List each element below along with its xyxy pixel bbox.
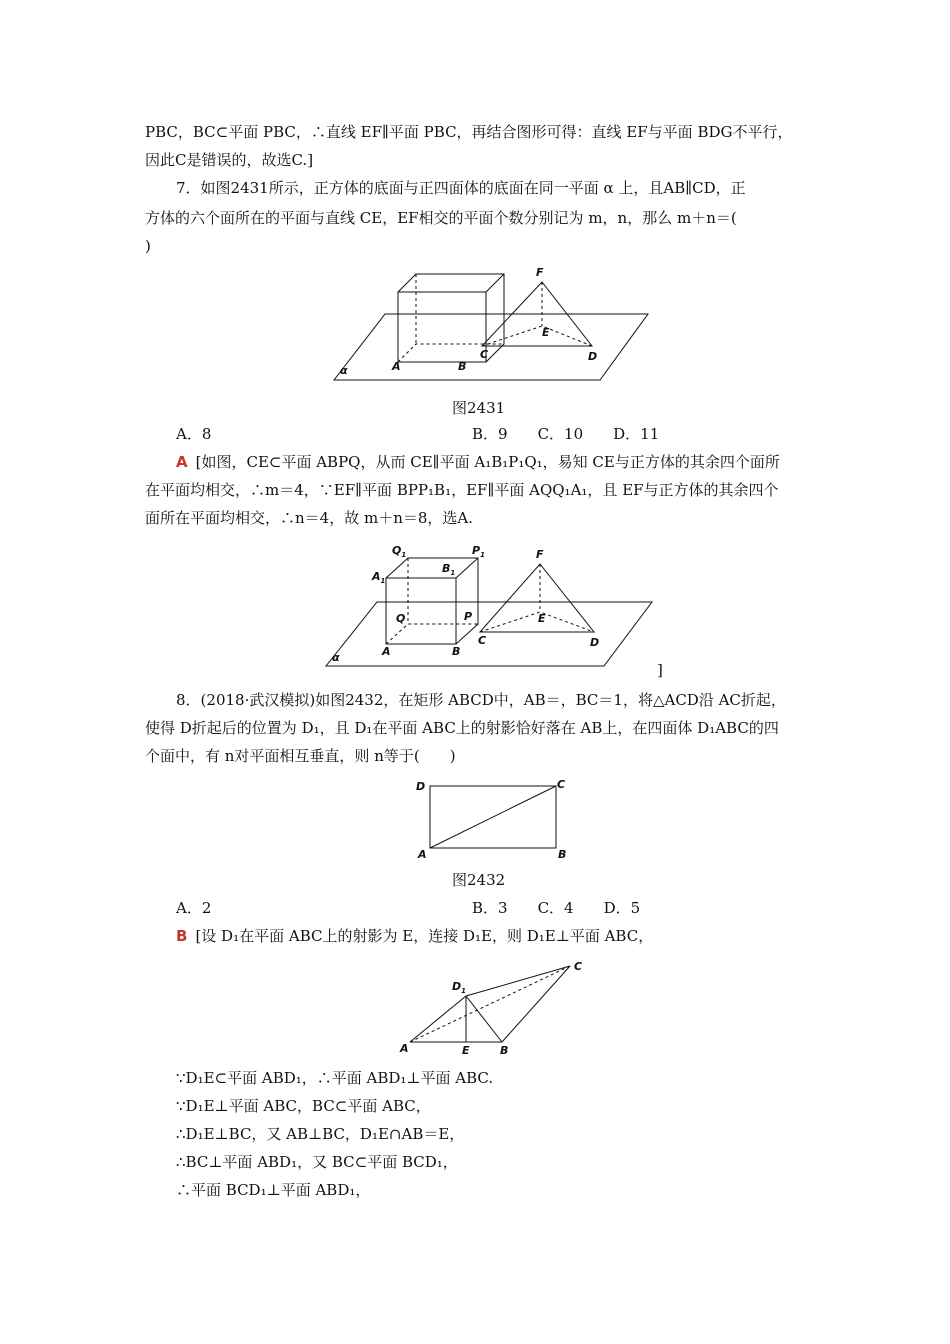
solution-step: ∴平面 BCD₁⊥平面 ABD₁，: [176, 1181, 371, 1199]
solution-step: ∴BC⊥平面 ABD₁，又 BC⊂平面 BCD₁，: [176, 1153, 458, 1171]
answer-text: [如图，CE⊂平面 ABPQ，从而 CE∥平面 A₁B₁P₁Q₁，易知 CE与正方体的其余四个面所: [195, 453, 780, 471]
figure-caption: 图2432: [452, 871, 506, 889]
text-line: 因此C是错误的，故选C.]: [145, 151, 314, 169]
question-7-text: 方体的六个面所在的平面与直线 CE，EF相交的平面个数分别记为 m，n，那么 m＋n＝(: [145, 209, 737, 227]
label-b: B: [452, 645, 461, 658]
options-bcd: B．3 C．4 D．5: [472, 899, 641, 917]
option-a: A．8: [176, 425, 212, 443]
label-q1: $Q_1$: [392, 544, 407, 559]
question-7-text: ): [145, 237, 151, 255]
label-e: E: [538, 612, 546, 625]
answer-text: [设 D₁在平面 ABC上的射影为 E，连接 D₁E，则 D₁E⊥平面 ABC，: [195, 927, 654, 945]
options-bcd: B．9 C．10 D．11: [472, 425, 660, 443]
question-8-text: 使得 D折起后的位置为 D₁，且 D₁在平面 ABC上的射影恰好落在 AB上，在四面体 D₁ABC的四: [145, 719, 779, 737]
solution-step: ∵D₁E⊥平面 ABC，BC⊂平面 ABC，: [176, 1097, 431, 1115]
figure-tetrahedron: [396, 956, 592, 1060]
figure-2431: [330, 262, 660, 382]
label-p: P: [464, 610, 473, 623]
label-b: B: [500, 1044, 509, 1057]
label-d: D: [588, 350, 598, 363]
answer-7-text: 面所在平面均相交，∴n＝4，故 m＋n＝8，选A.: [145, 509, 474, 527]
label-d: D: [590, 636, 600, 649]
label-b1: $B_1$: [442, 562, 456, 577]
label-alpha: α: [340, 364, 348, 377]
label-f: F: [536, 266, 544, 279]
answer-tag: B: [176, 927, 188, 945]
text-line: PBC，BC⊂平面 PBC，∴直线 EF∥平面 PBC，再结合图形可得：直线 EF与平面 BDG不平行，: [145, 123, 793, 141]
question-8-text: 个面中，有 n对平面相互垂直，则 n等于( ): [145, 747, 456, 765]
label-d: D: [416, 780, 426, 793]
label-e: E: [542, 326, 550, 339]
answer-7-text: 在平面均相交，∴m＝4，∵EF∥平面 BPP₁B₁，EF∥平面 AQQ₁A₁，且 EF与正方体的其余四个: [145, 481, 779, 499]
question-7-text: 7．如图2431所示，正方体的底面与正四面体的底面在同一平面 α 上，且AB∥CD，正: [176, 179, 746, 197]
label-p1: $P_1$: [472, 544, 485, 559]
solution-step: ∴D₁E⊥BC，又 AB⊥BC，D₁E∩AB＝E，: [176, 1125, 465, 1143]
label-a: A: [392, 360, 401, 373]
figure-2432: [412, 774, 572, 862]
label-c: C: [480, 348, 489, 361]
label-c: C: [478, 634, 487, 647]
label-a: A: [382, 645, 391, 658]
label-b: B: [558, 848, 567, 861]
label-a: A: [418, 848, 427, 861]
figure-caption: 图2431: [452, 399, 506, 417]
label-c: C: [557, 778, 566, 791]
label-alpha: α: [332, 651, 340, 664]
label-q: Q: [396, 612, 406, 625]
label-f: F: [536, 548, 544, 561]
answer-7: [176, 452, 780, 472]
label-a: A: [400, 1042, 409, 1055]
label-c: C: [574, 960, 583, 973]
solution-step: ∵D₁E⊂平面 ABD₁，∴平面 ABD₁⊥平面 ABC.: [176, 1069, 494, 1087]
label-e: E: [462, 1044, 470, 1057]
label-d1: $D_1$: [452, 980, 467, 995]
answer-tag: A: [176, 453, 188, 471]
question-8-text: 8．(2018·武汉模拟)如图2432，在矩形 ABCD中，AB＝，BC＝1，将△ACD沿 AC折起，: [176, 691, 786, 709]
label-b: B: [458, 360, 467, 373]
answer-8: [176, 926, 653, 946]
option-a: A．2: [176, 899, 212, 917]
label-a1: $A_1$: [372, 570, 386, 585]
figure-cube-labeled: [322, 540, 662, 668]
bracket-close: ]: [657, 661, 663, 679]
